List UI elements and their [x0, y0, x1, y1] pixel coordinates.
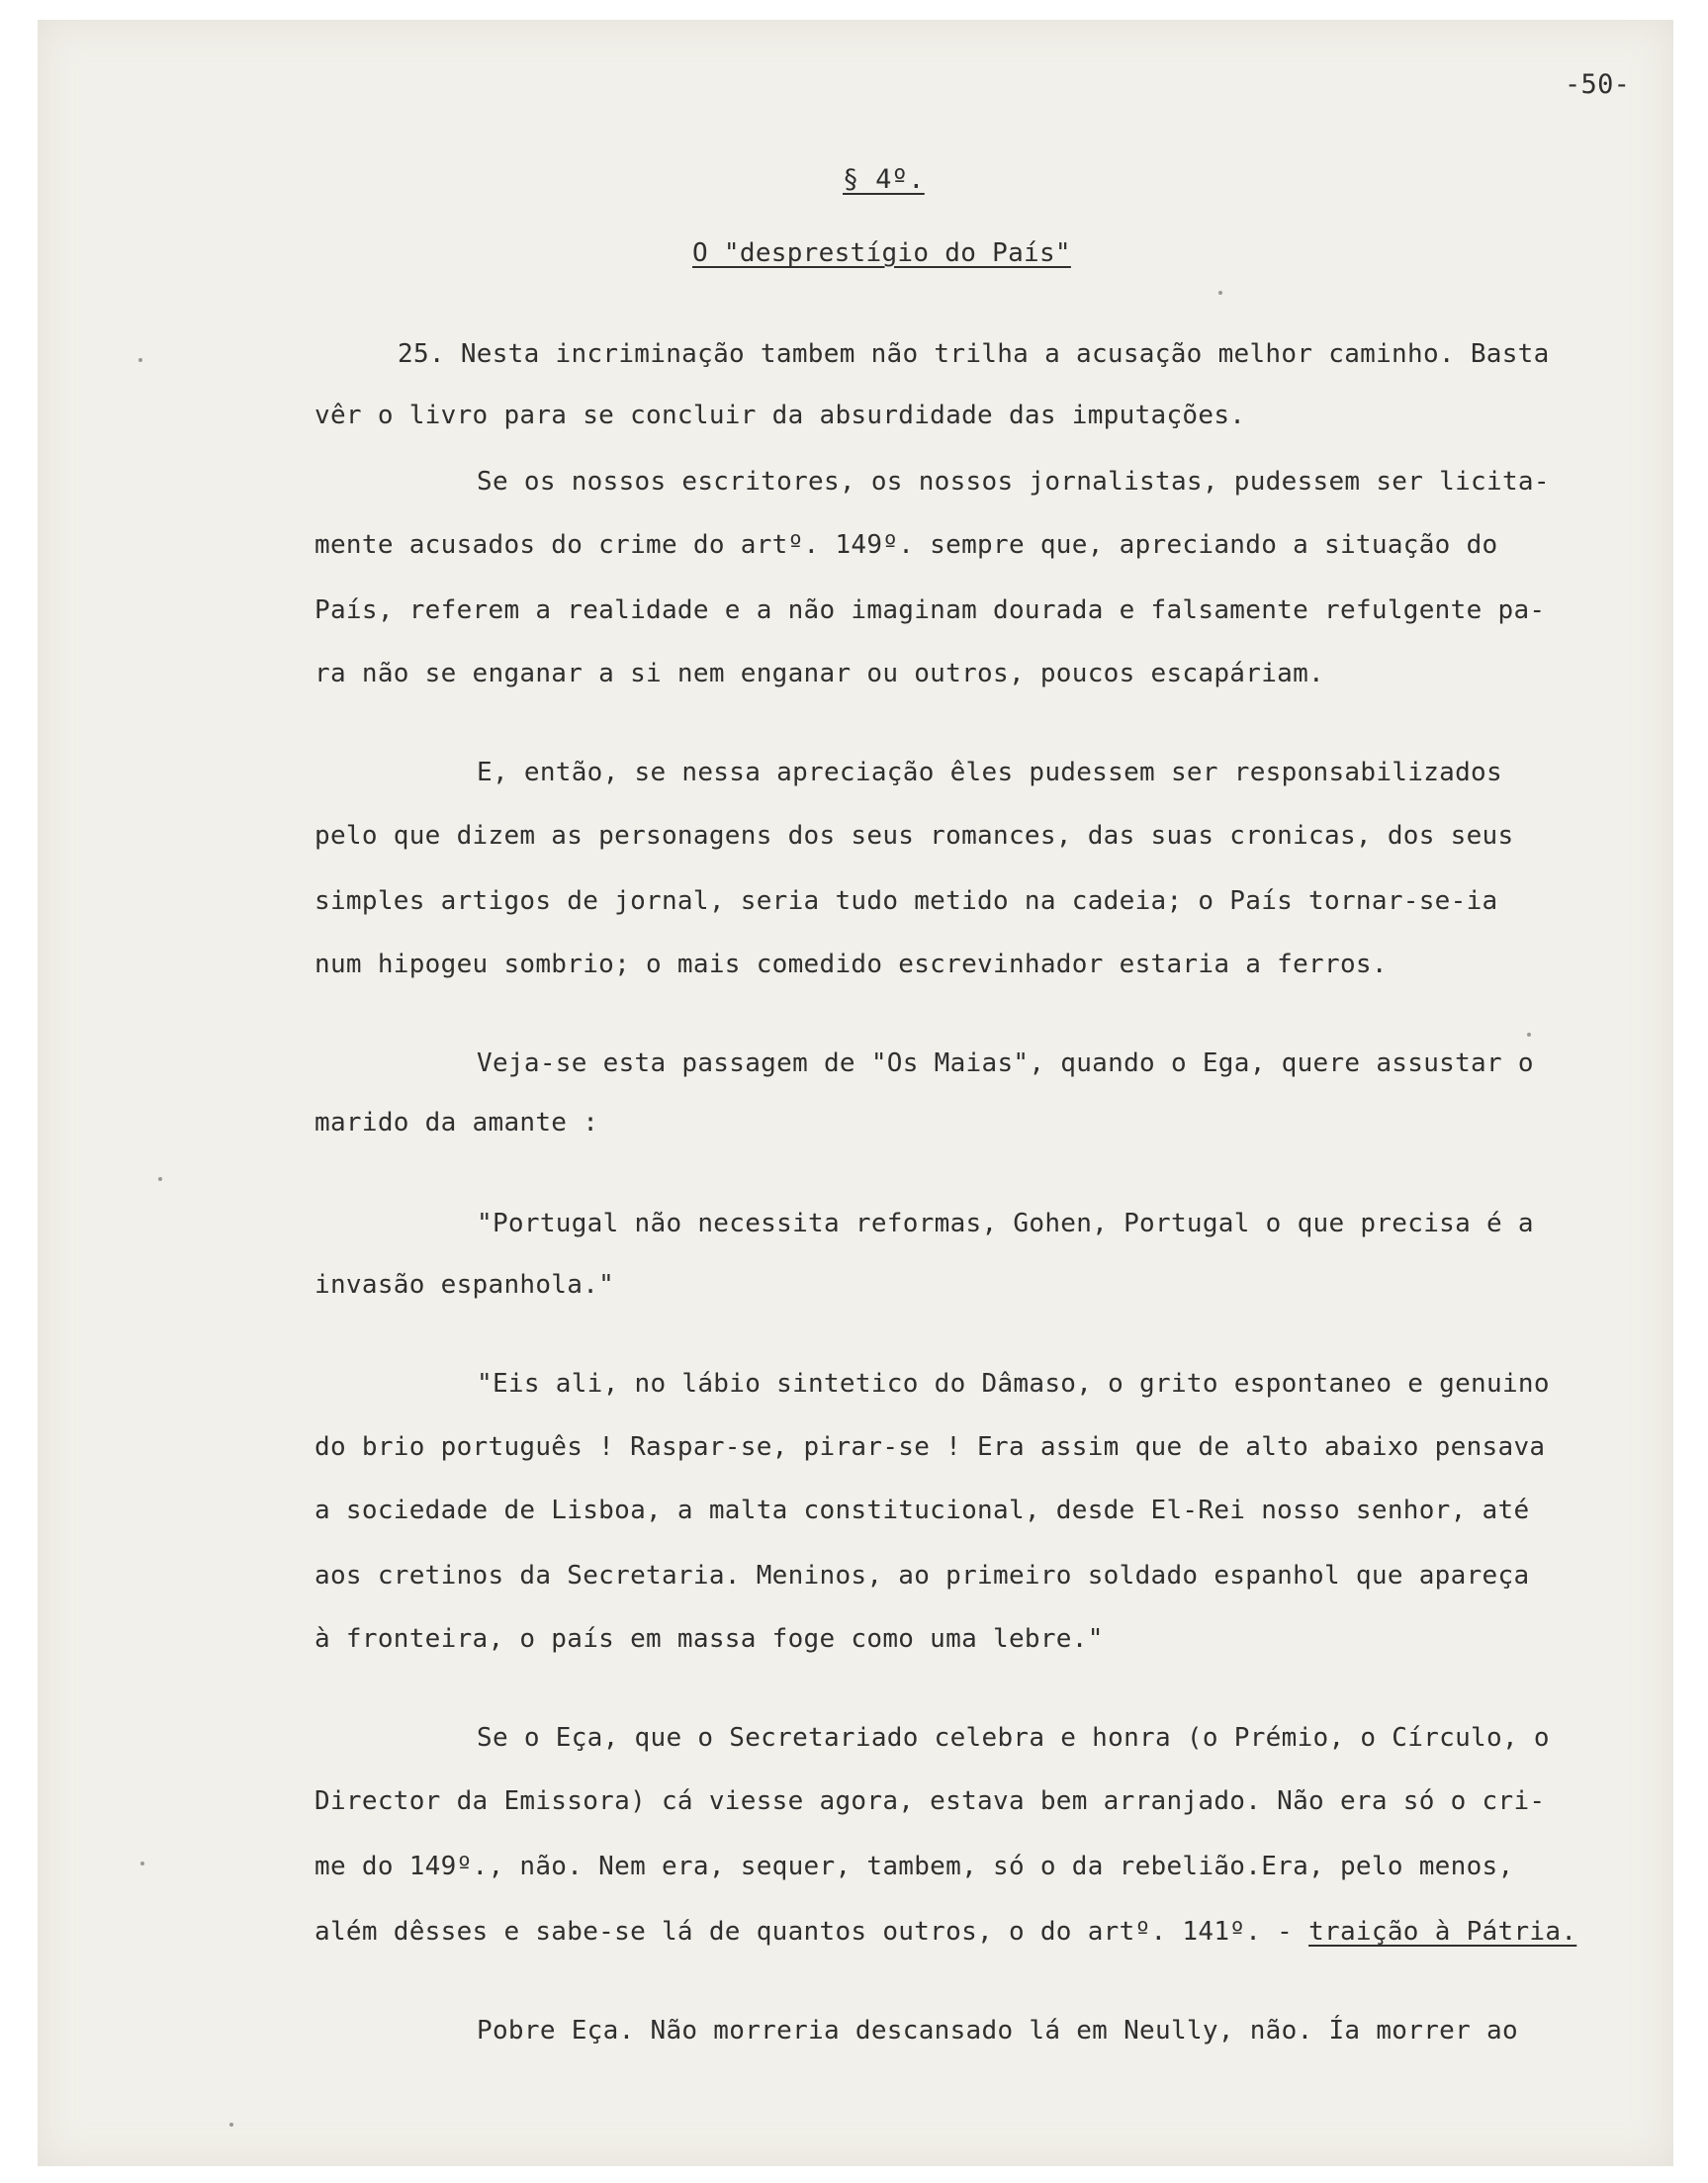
page-number: -50- [1565, 69, 1631, 100]
section-mark: § 4º. [843, 164, 925, 195]
paper-speck [140, 1862, 144, 1865]
body-line: marido da amante : [315, 1108, 599, 1137]
body-line: Pobre Eça. Não morreria descansado lá em Neully, não. Ía morrer ao [477, 2016, 1518, 2046]
body-line: simples artigos de jornal, seria tudo metido na cadeia; o País tornar-se-ia [315, 886, 1498, 916]
paper-speck [158, 1177, 162, 1181]
paper-speck [1527, 1033, 1531, 1037]
quoted-line: invasão espanhola." [315, 1270, 615, 1300]
body-line: Se o Eça, que o Secretariado celebra e honra (o Prémio, o Círculo, o [477, 1723, 1550, 1753]
body-line [315, 1917, 1576, 1947]
body-line: vêr o livro para se concluir da absurdidade das imputações. [315, 401, 1246, 430]
body-line: ra não se enganar a si nem enganar ou outros, poucos escapáriam. [315, 659, 1325, 688]
body-line-text: além dêsses e sabe-se lá de quantos outros, o do artº. 141º. - [315, 1917, 1309, 1947]
body-line: 25. Nesta incriminação tambem não trilha a acusação melhor caminho. Basta [398, 339, 1550, 369]
quoted-line: aos cretinos da Secretaria. Meninos, ao primeiro soldado espanhol que apareça [315, 1561, 1530, 1591]
section-title: O "desprestígio do País" [692, 238, 1071, 268]
underlined-phrase: traição à Pátria. [1308, 1917, 1577, 1947]
body-line: Veja-se esta passagem de "Os Maias", quando o Ega, quere assustar o [477, 1048, 1534, 1078]
paper-speck [138, 358, 142, 362]
quoted-line: do brio português ! Raspar-se, pirar-se ! Era assim que de alto abaixo pensava [315, 1432, 1546, 1462]
body-line: pelo que dizem as personagens dos seus romances, das suas cronicas, dos seus [315, 821, 1514, 851]
body-line: num hipogeu sombrio; o mais comedido escrevinhador estaria a ferros. [315, 950, 1388, 979]
body-line: E, então, se nessa apreciação êles pudessem ser responsabilizados [477, 758, 1502, 787]
body-line: Se os nossos escritores, os nossos jornalistas, pudessem ser licita- [477, 467, 1550, 497]
body-line: País, referem a realidade e a não imaginam dourada e falsamente refulgente pa- [315, 595, 1546, 625]
body-line: mente acusados do crime do artº. 149º. sempre que, apreciando a situação do [315, 530, 1498, 560]
quoted-line: à fronteira, o país em massa foge como uma lebre." [315, 1624, 1104, 1654]
paper-speck [229, 2123, 233, 2127]
quoted-line: "Portugal não necessita reformas, Gohen, Portugal o que precisa é a [477, 1209, 1534, 1238]
paper-speck [1218, 291, 1222, 295]
body-line: Director da Emissora) cá viesse agora, estava bem arranjado. Não era só o cri- [315, 1786, 1546, 1816]
quoted-line: "Eis ali, no lábio sintetico do Dâmaso, o grito espontaneo e genuino [477, 1369, 1550, 1399]
body-line: me do 149º., não. Nem era, sequer, tambem, só o da rebelião.Era, pelo menos, [315, 1852, 1514, 1881]
quoted-line: a sociedade de Lisboa, a malta constitucional, desde El-Rei nosso senhor, até [315, 1496, 1530, 1525]
